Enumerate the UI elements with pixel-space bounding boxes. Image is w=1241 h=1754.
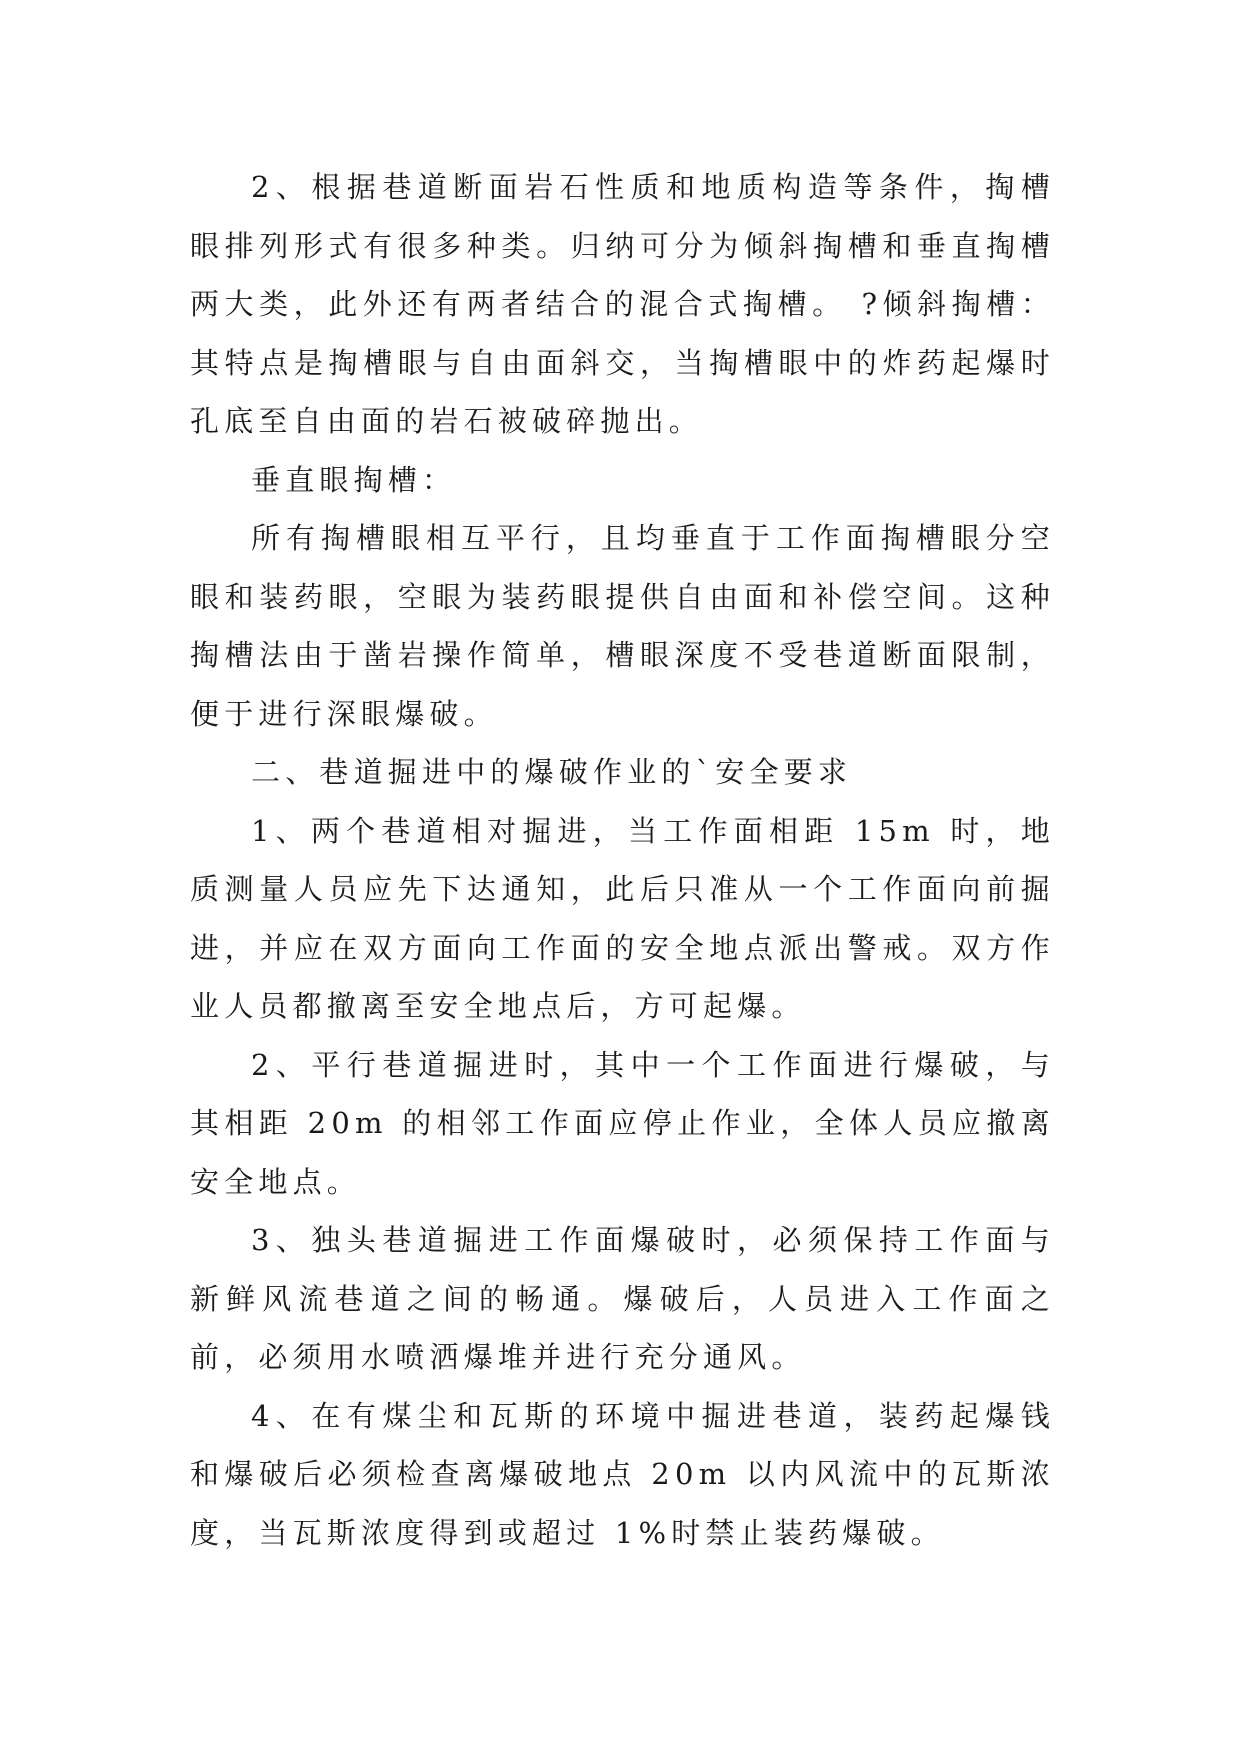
section-heading-safety-requirements: 二、巷道掘进中的爆破作业的`安全要求 — [251, 755, 853, 789]
document-body — [190, 158, 1055, 1562]
paragraph-vertical-cut-heading: 垂直眼掏槽： — [251, 462, 457, 497]
paragraph-rule-4: 4、在有煤尘和瓦斯的环境中掘进巷道，装药起爆钱和爆破后必须检查离爆破地点 20m 以内风流中的瓦斯浓度，当瓦斯浓度得到或超过 1%时禁止装药爆破。 — [190, 1398, 1055, 1550]
paragraph-vertical-cut-description: 所有掏槽眼相互平行，且均垂直于工作面掏槽眼分空眼和装药眼，空眼为装药眼提供自由面和补偿空间。这种掏槽法由于凿岩操作简单，槽眼深度不受巷道断面限制，便于进行深眼爆破。 — [190, 521, 1055, 731]
paragraph-rule-2: 2、平行巷道掘进时，其中一个工作面进行爆破，与其相距 20m 的相邻工作面应停止作业，全体人员应撤离安全地点。 — [190, 1047, 1055, 1199]
paragraph-rule-3: 3、独头巷道掘进工作面爆破时，必须保持工作面与新鲜风流巷道之间的畅通。爆破后，人员进入工作面之前，必须用水喷洒爆堆并进行充分通风。 — [190, 1223, 1055, 1374]
paragraph-cut-hole-types: 2、根据巷道断面岩石性质和地质构造等条件，掏槽眼排列形式有很多种类。归纳可分为倾斜掏槽和垂直掏槽两大类，此外还有两者结合的混合式掏槽。 ?倾斜掏槽：其特点是掏槽眼与自由面斜交，当掏槽眼中的炸药起爆时孔底至自由面的岩石被破碎抛出。 — [190, 170, 1055, 438]
paragraph-rule-1: 1、两个巷道相对掘进，当工作面相距 15m 时，地质测量人员应先下达通知，此后只准从一个工作面向前掘进，并应在双方面向工作面的安全地点派出警戒。双方作业人员都撤离至安全地点后，方可起爆。 — [190, 813, 1055, 1023]
